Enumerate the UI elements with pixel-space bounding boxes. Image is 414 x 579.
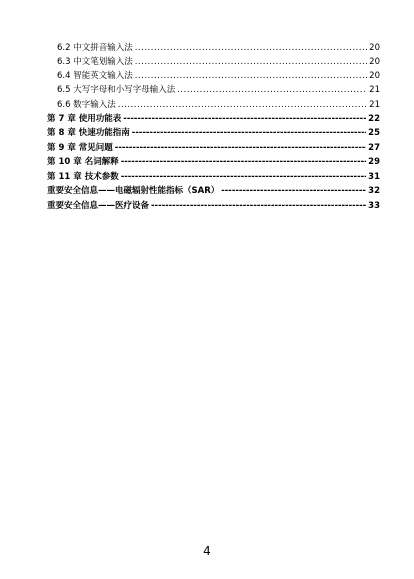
toc-entry-chapter-10[interactable]	[47, 156, 380, 168]
toc-dash-leader	[221, 185, 366, 197]
toc-entry-title: 重要安全信息——电磁辐射性能指标（SAR）	[47, 186, 220, 196]
toc-dot-leader	[177, 84, 367, 96]
toc-entry-page: 33	[368, 201, 380, 211]
toc-entry-title: 第 7 章 使用功能表	[47, 114, 122, 124]
toc-dash-leader	[121, 171, 366, 183]
toc-dot-leader	[135, 42, 367, 54]
toc-entry-6-5[interactable]	[57, 84, 380, 96]
toc-dot-leader	[135, 56, 367, 68]
toc-entry-chapter-11[interactable]	[47, 171, 380, 183]
toc-entry-page: 20	[369, 71, 380, 81]
toc-entry-page: 31	[368, 172, 380, 182]
toc-entry-title: 6.6 数字输入法	[57, 100, 116, 110]
toc-entry-page: 20	[369, 57, 380, 67]
toc-dash-leader	[121, 156, 366, 168]
toc-entry-chapter-7[interactable]	[47, 113, 380, 125]
toc-entry-6-2[interactable]	[57, 42, 380, 54]
toc-entry-title: 第 10 章 名词解释	[47, 157, 119, 167]
toc-entry-chapter-8[interactable]	[47, 127, 380, 139]
toc-entry-safety-medical[interactable]	[47, 200, 380, 212]
toc-dash-leader	[132, 127, 366, 139]
toc-entry-title: 6.5 大写字母和小写字母输入法	[57, 85, 176, 95]
toc-entry-page: 21	[369, 85, 380, 95]
toc-entry-page: 25	[368, 128, 380, 138]
toc-entry-page: 22	[368, 114, 380, 124]
toc-entry-page: 27	[368, 143, 380, 153]
toc-entry-page: 32	[368, 186, 380, 196]
toc-entry-chapter-9[interactable]	[47, 142, 380, 154]
toc-entry-title: 第 8 章 快速功能指南	[47, 128, 130, 138]
page-number: 4	[203, 544, 211, 558]
toc-entry-title: 6.2 中文拼音输入法	[57, 43, 133, 53]
toc-dash-leader	[123, 113, 366, 125]
toc-entry-title: 6.3 中文笔划输入法	[57, 57, 133, 67]
toc-entry-6-6[interactable]	[57, 99, 380, 111]
toc-entry-page: 20	[369, 43, 380, 53]
toc-entry-title: 第 11 章 技术参数	[47, 172, 119, 182]
toc-entry-title: 6.4 智能英文输入法	[57, 71, 133, 81]
toc-dot-leader	[118, 99, 367, 111]
toc-entry-title: 重要安全信息——医疗设备	[47, 201, 150, 211]
toc-dash-leader	[151, 200, 366, 212]
toc-entry-page: 21	[369, 100, 380, 110]
toc-entry-6-4[interactable]	[57, 70, 380, 82]
toc-dot-leader	[135, 70, 367, 82]
toc-entry-6-3[interactable]	[57, 56, 380, 68]
toc-entry-safety-sar[interactable]	[47, 185, 380, 197]
toc-entry-page: 29	[368, 157, 380, 167]
toc-dash-leader	[115, 142, 366, 154]
toc-entry-title: 第 9 章 常见问题	[47, 143, 113, 153]
